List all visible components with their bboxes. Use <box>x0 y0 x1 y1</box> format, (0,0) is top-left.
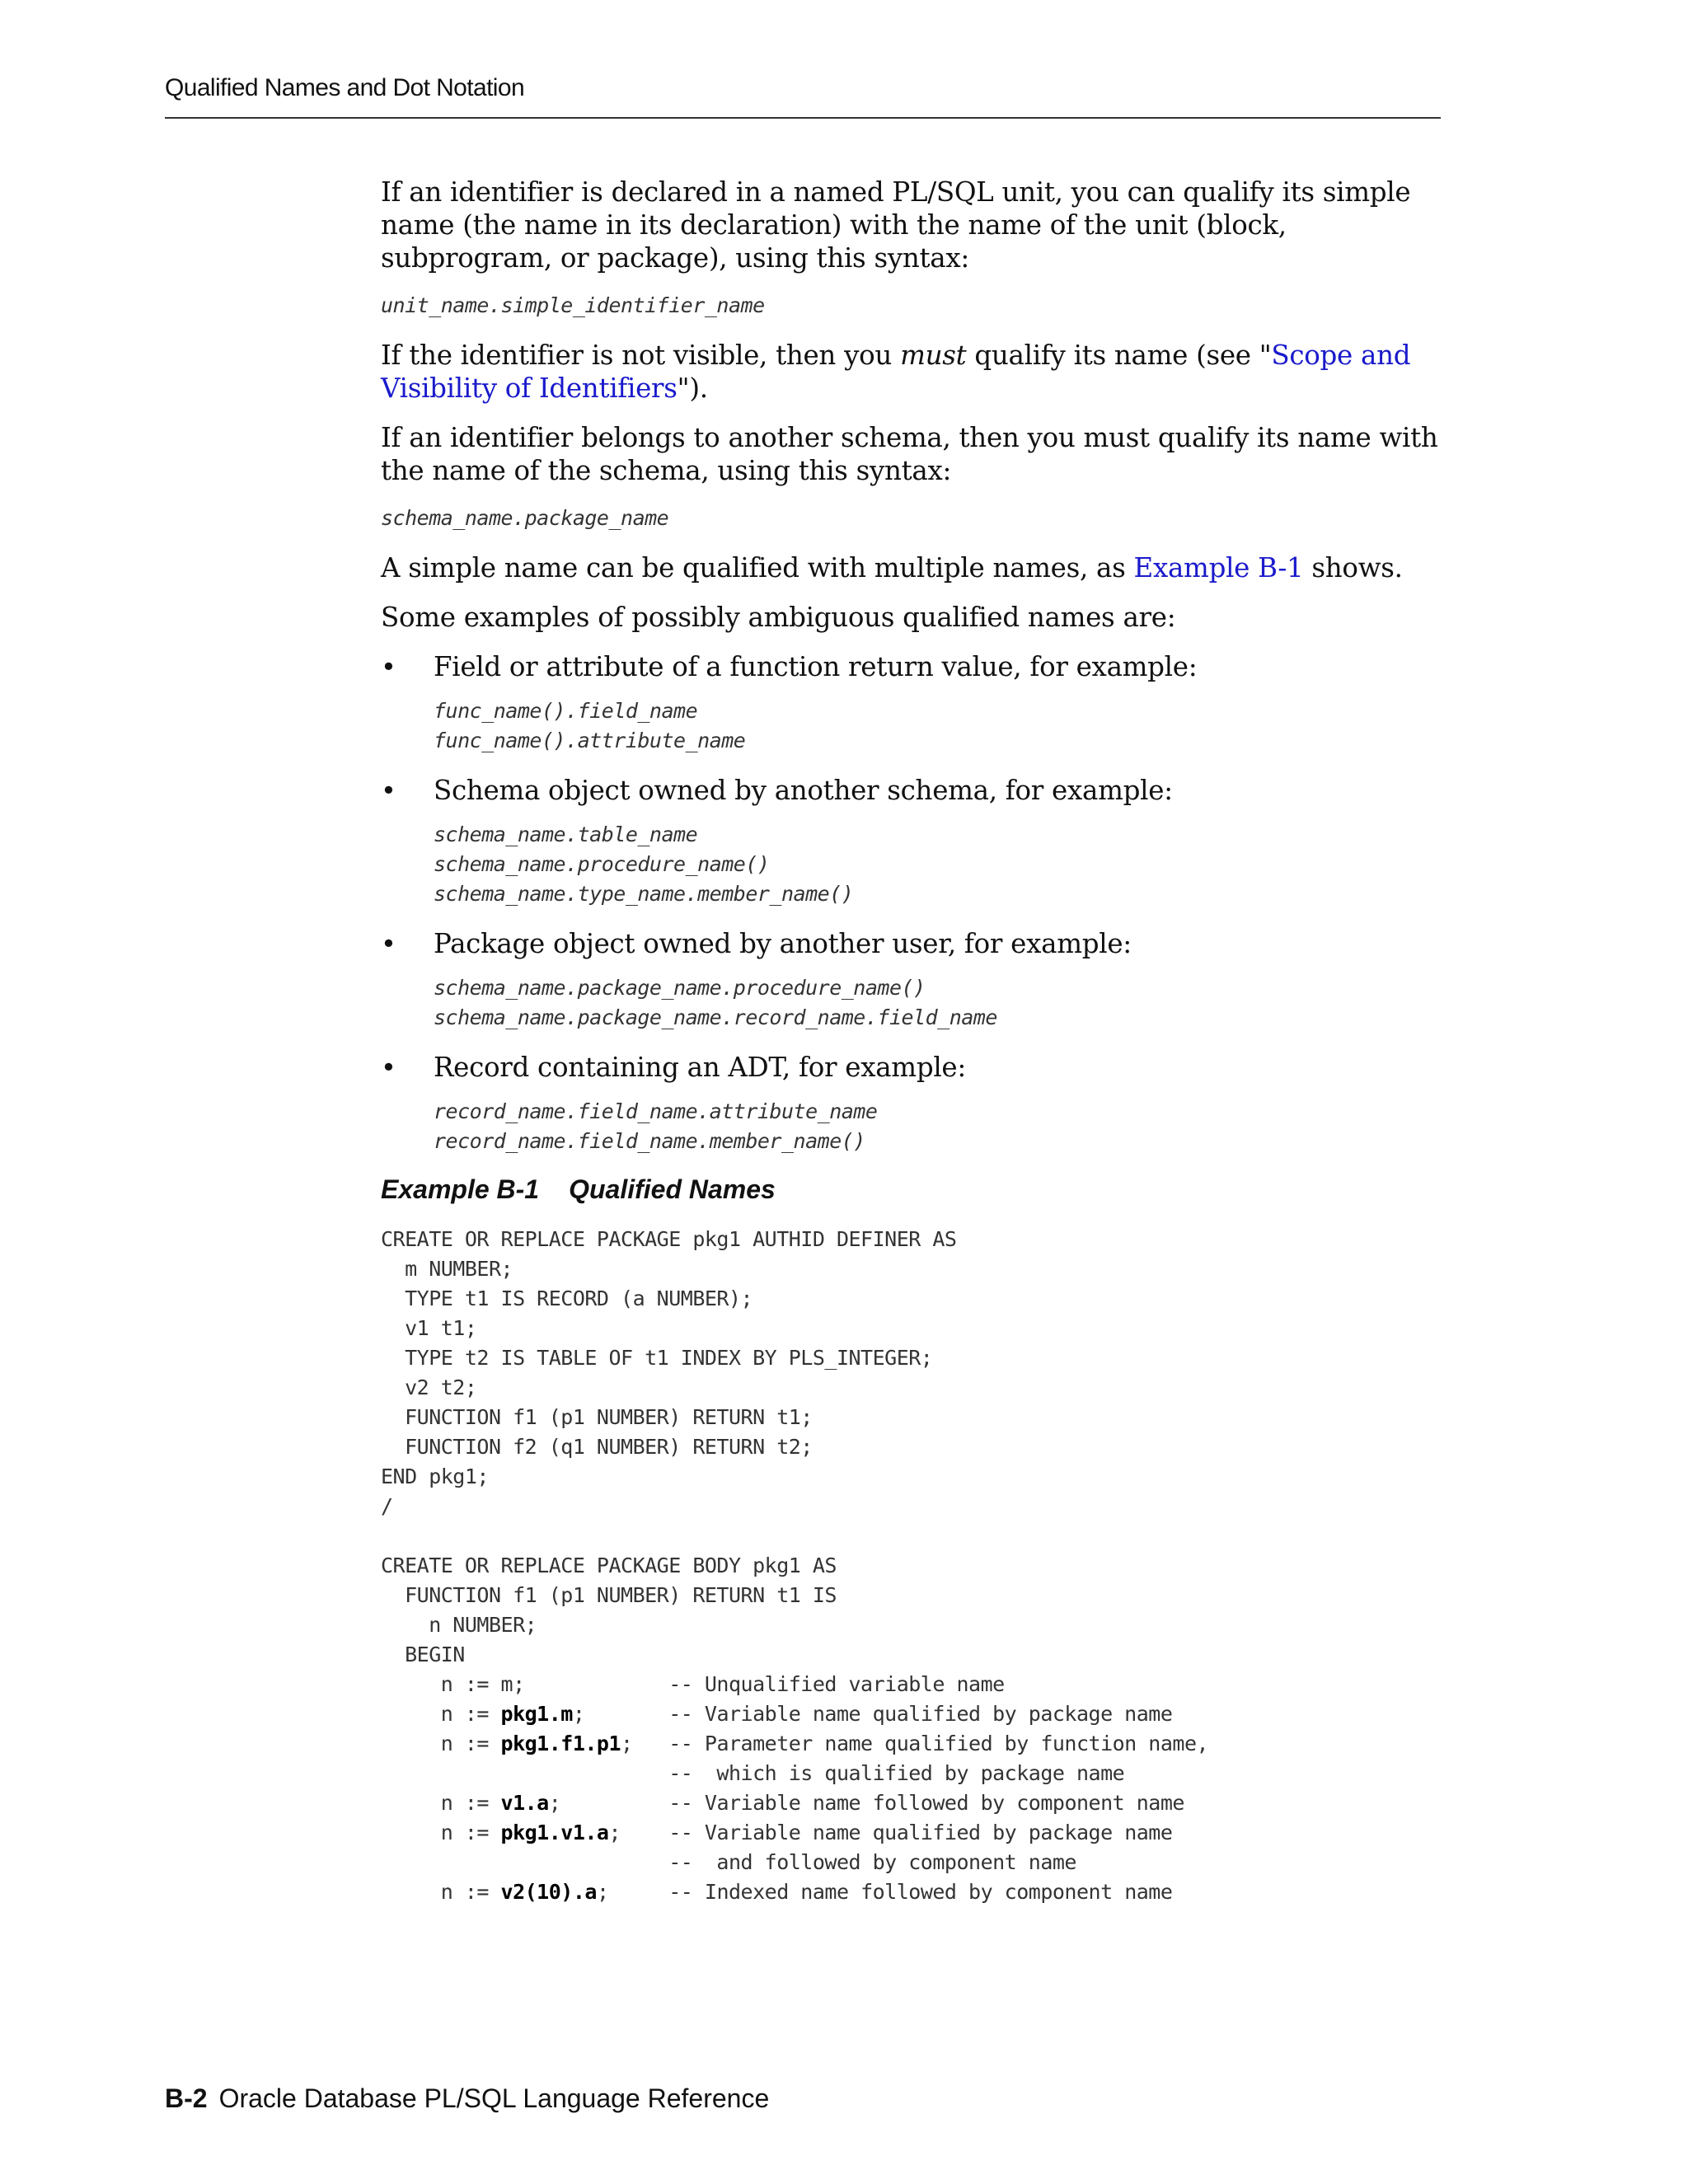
page-content <box>381 176 1444 1925</box>
code-example: func_name().field_name func_name().attribute_name <box>434 699 746 752</box>
code-line: n := pkg1.m; -- Variable name qualified by package name <box>381 1702 1173 1726</box>
code-line: n := pkg1.v1.a; -- Variable name qualified by package name <box>381 1821 1173 1844</box>
list-item: • Schema object owned by another schema, for example: schema_name.table_name schema_name.procedure_name() schema_name.type_name.member_name() <box>381 774 1444 909</box>
example-b1-link[interactable]: Example B-1 <box>1133 552 1304 583</box>
bullet-icon: • <box>381 1052 396 1083</box>
code-line: END pkg1; <box>381 1465 489 1488</box>
code-example: record_name.field_name.attribute_name record_name.field_name.member_name() <box>434 1099 878 1153</box>
code-line: m NUMBER; <box>381 1257 513 1281</box>
code-line: FUNCTION f1 (p1 NUMBER) RETURN t1 IS <box>381 1583 837 1607</box>
schema-paragraph: If an identifier belongs to another schema, then you must qualify its name with the name of the schema, using this syntax: <box>381 422 1438 486</box>
multiple-names-paragraph: A simple name can be qualified with multiple names, as Example B-1 shows. <box>381 552 1403 583</box>
code-line: CREATE OR REPLACE PACKAGE pkg1 AUTHID DEFINER AS <box>381 1227 957 1251</box>
intro-paragraph: If an identifier is declared in a named PL/SQL unit, you can qualify its simple name (the name in its declaration) with the name of the unit (block, subprogram, or package), using this syntax: <box>381 176 1411 274</box>
code-line: TYPE t2 IS TABLE OF t1 INDEX BY PLS_INTEGER; <box>381 1346 933 1370</box>
syntax-schema-name: schema_name.package_name <box>381 506 669 530</box>
code-line: -- which is qualified by package name <box>381 1761 1125 1785</box>
page-number: B-2 <box>165 2083 208 2113</box>
code-line: n := m; -- Unqualified variable name <box>381 1672 1005 1696</box>
code-line: CREATE OR REPLACE PACKAGE BODY pkg1 AS <box>381 1554 837 1577</box>
example-title: Example B-1 Qualified Names <box>381 1174 776 1204</box>
ambiguous-intro-paragraph: Some examples of possibly ambiguous qualified names are: <box>381 602 1176 633</box>
running-header: Qualified Names and Dot Notation <box>165 74 1441 119</box>
page-footer <box>165 2083 769 2114</box>
bullet-icon: • <box>381 651 396 682</box>
list-item: • Package object owned by another user, for example: schema_name.package_name.procedure_name() schema_name.package_name.record_name.field_name <box>381 927 1444 1033</box>
scope-visibility-link[interactable]: Scope and Visibility of Identifiers <box>381 340 1411 404</box>
code-line: v2 t2; <box>381 1376 477 1399</box>
bullet-icon: • <box>381 928 396 959</box>
code-line: n NUMBER; <box>381 1613 537 1637</box>
code-line: n := v2(10).a; -- Indexed name followed by component name <box>381 1880 1173 1904</box>
ambiguous-names-list <box>381 650 1444 1156</box>
emphasis-must: must <box>900 340 967 371</box>
list-item: • Record containing an ADT, for example: record_name.field_name.attribute_name record_name.field_name.member_name() <box>381 1051 1444 1156</box>
code-line: n := v1.a; -- Variable name followed by component name <box>381 1791 1184 1815</box>
code-example: schema_name.table_name schema_name.procedure_name() schema_name.type_name.member_name() <box>434 823 854 906</box>
bullet-icon: • <box>381 775 396 806</box>
code-line: BEGIN <box>381 1643 465 1666</box>
code-line: -- and followed by component name <box>381 1850 1076 1874</box>
code-line <box>381 1521 1444 1551</box>
code-line: FUNCTION f1 (p1 NUMBER) RETURN t1; <box>381 1405 813 1429</box>
example-code-block <box>381 1225 1444 1907</box>
code-line: n := pkg1.f1.p1; -- Parameter name qualified by function name, <box>381 1732 1209 1755</box>
code-line: / <box>381 1494 393 1518</box>
visibility-paragraph: If the identifier is not visible, then you must qualify its name (see "Scope and Visibility of Identifiers"). <box>381 340 1411 404</box>
code-example: schema_name.package_name.procedure_name() schema_name.package_name.record_name.field_name <box>434 976 997 1029</box>
syntax-unit-name: unit_name.simple_identifier_name <box>381 293 765 317</box>
code-line: v1 t1; <box>381 1316 477 1340</box>
code-line: TYPE t1 IS RECORD (a NUMBER); <box>381 1286 753 1310</box>
code-line: FUNCTION f2 (q1 NUMBER) RETURN t2; <box>381 1435 813 1459</box>
book-title: Oracle Database PL/SQL Language Reference <box>218 2083 770 2113</box>
list-item: • Field or attribute of a function return value, for example: func_name().field_name func_name().attribute_name <box>381 650 1444 756</box>
